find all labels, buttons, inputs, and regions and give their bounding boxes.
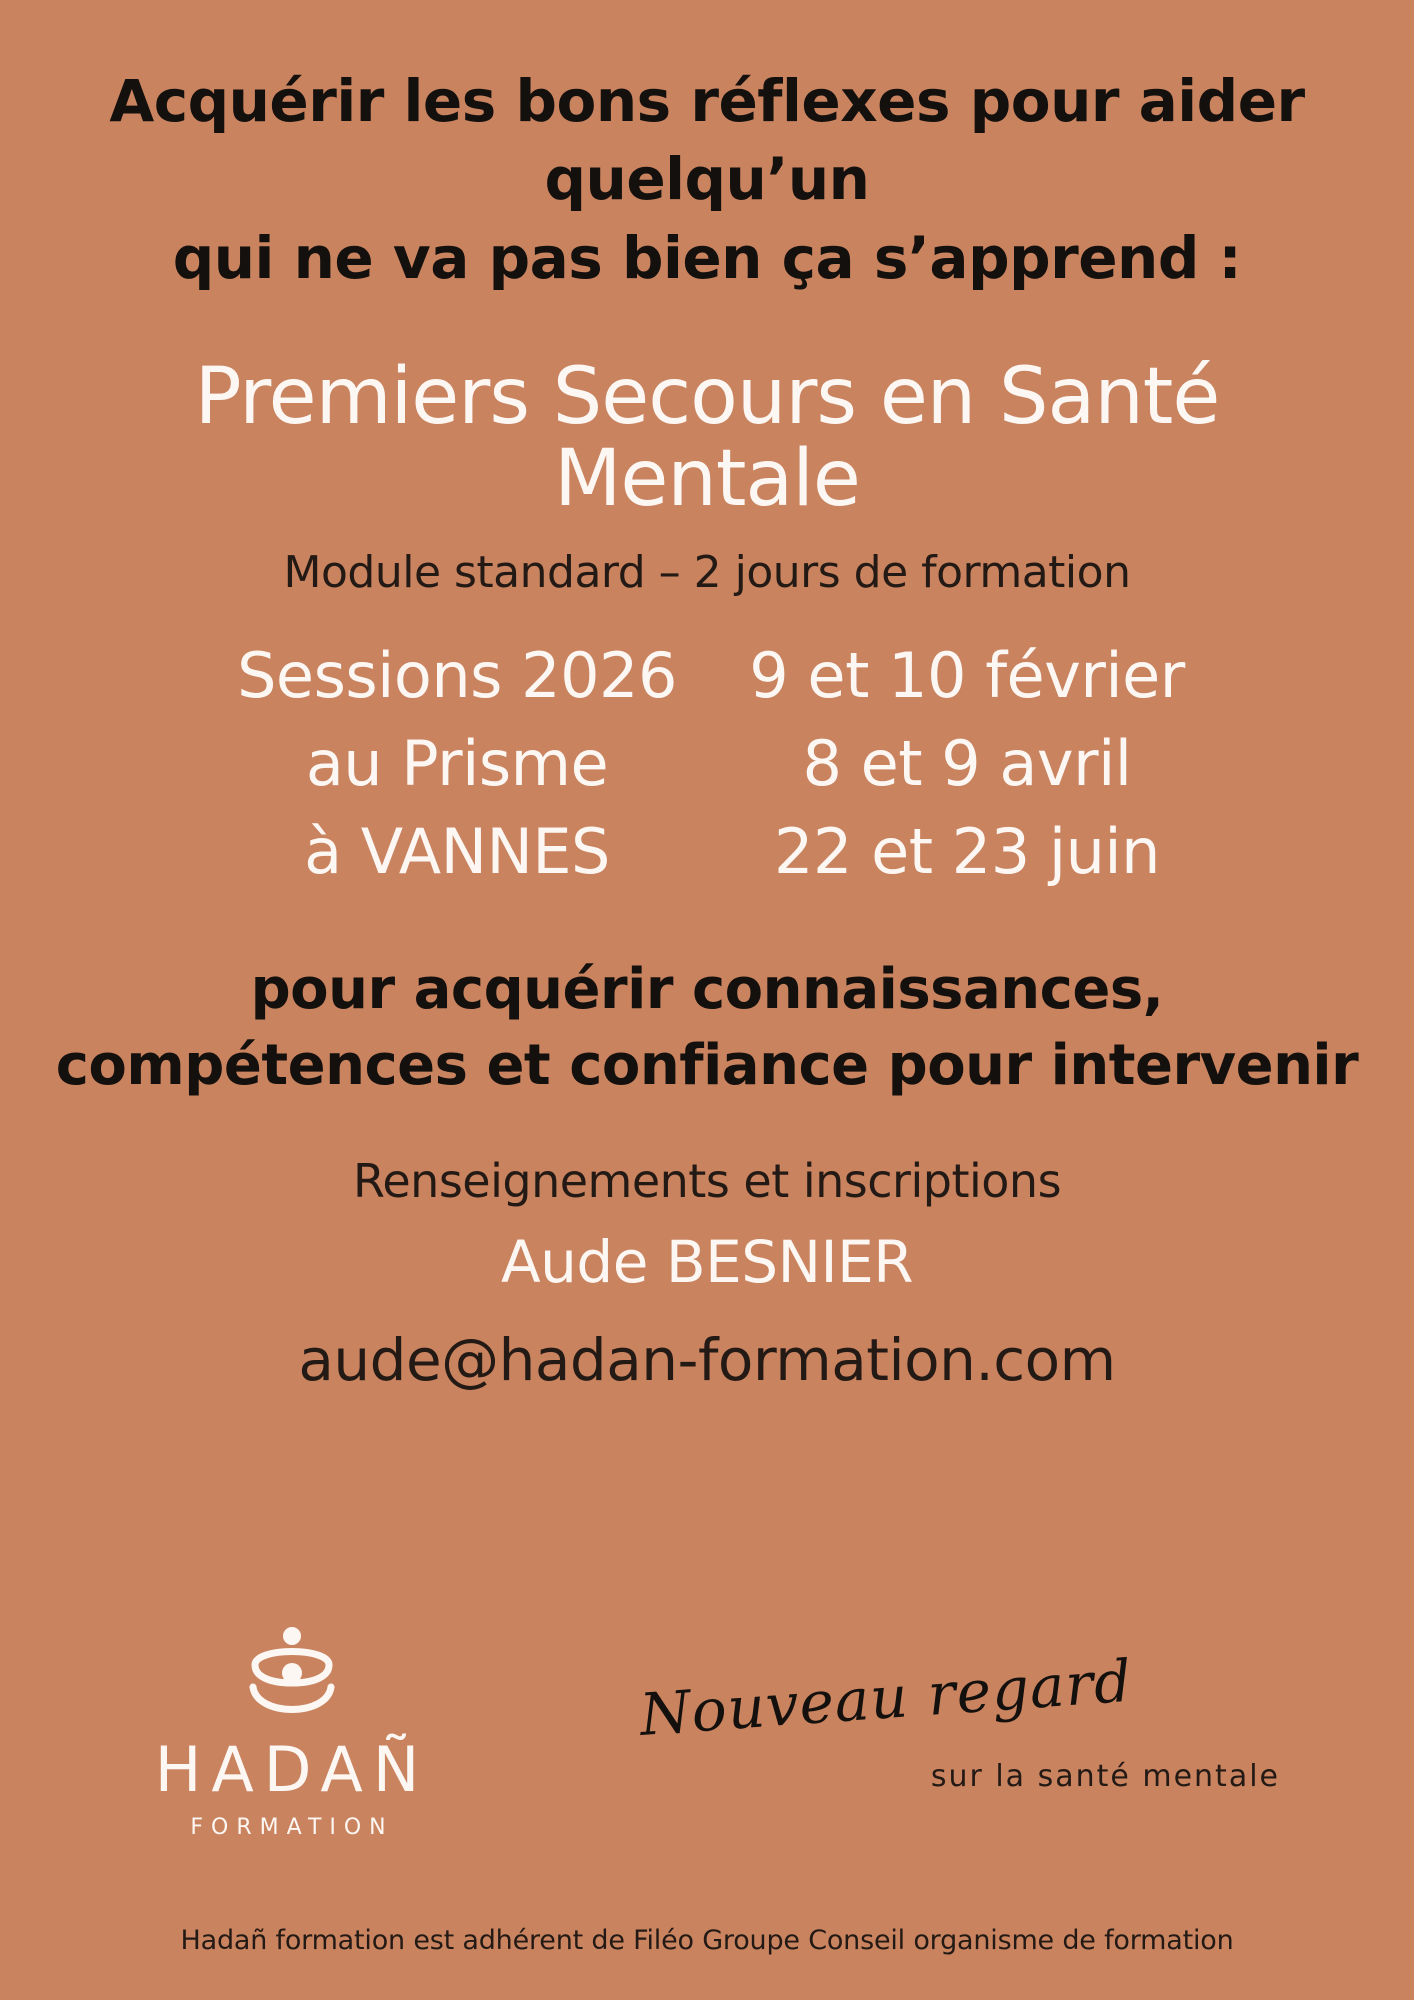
contact-email[interactable]: aude@hadan-formation.com xyxy=(298,1326,1116,1395)
sessions-dates-column xyxy=(717,632,1217,896)
hadan-mark-icon xyxy=(233,1625,351,1731)
sessions-block xyxy=(117,632,1297,896)
session-date: 9 et 10 février xyxy=(749,638,1185,712)
hadan-subtitle: FORMATION xyxy=(190,1815,394,1840)
sessions-location-line: Sessions 2026 xyxy=(237,638,677,712)
nouveau-regard-script: Nouveau regard xyxy=(637,1646,1135,1749)
pitch xyxy=(47,952,1367,1104)
hadan-logo xyxy=(82,1625,502,1839)
pitch-line-2: compétences et confiance pour intervenir xyxy=(55,1032,1359,1098)
headline-line-2: qui ne va pas bien ça s’apprend : xyxy=(172,223,1242,292)
sessions-location-line: au Prisme xyxy=(305,726,609,800)
contact-label: Renseignements et inscriptions xyxy=(352,1154,1062,1209)
subtitle: Module standard – 2 jours de formation xyxy=(283,546,1131,598)
nouveau-regard-tagline: sur la santé mentale xyxy=(930,1759,1280,1794)
hadan-wordmark: HADAÑ xyxy=(154,1733,430,1806)
sessions-location-line: à VANNES xyxy=(304,814,610,888)
logos-row xyxy=(0,1625,1414,1885)
pitch-line-1: pour acquérir connaissances, xyxy=(250,956,1164,1022)
session-date: 8 et 9 avril xyxy=(802,726,1132,800)
headline-line-1: Acquérir les bons réflexes pour aider quelqu’un xyxy=(109,67,1305,214)
session-date: 22 et 23 juin xyxy=(774,814,1160,888)
page-title: Premiers Secours en Santé Mentale xyxy=(194,351,1220,524)
nouveau-regard-logo xyxy=(637,1646,1280,1794)
headline xyxy=(62,62,1352,297)
contact-name: Aude BESNIER xyxy=(500,1228,914,1297)
sessions-location-column xyxy=(197,632,717,896)
footer-note: Hadañ formation est adhérent de Filéo Groupe Conseil organisme de formation xyxy=(180,1925,1234,1956)
